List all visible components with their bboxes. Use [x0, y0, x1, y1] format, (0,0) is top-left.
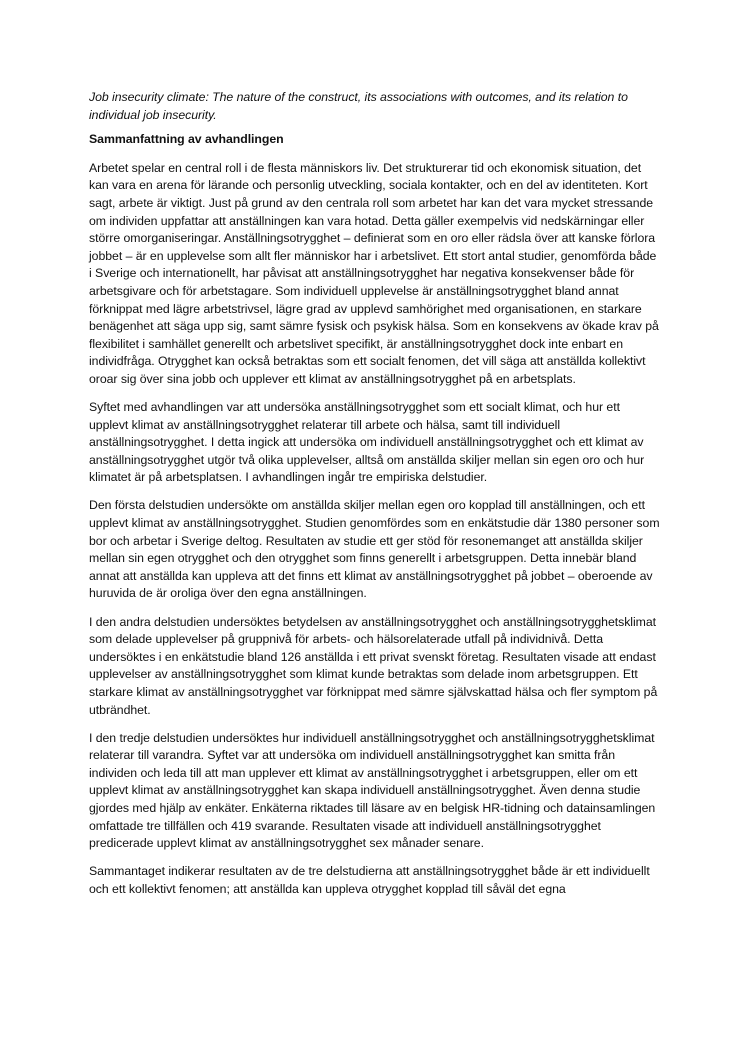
paragraph-study-two: I den andra delstudien undersöktes betydelsen av anställningsotrygghet och anställningsotrygghetsklimat som delade upplevelser på gruppnivå för arbets- och hälsorelaterade utfall på individnivå. Detta undersöktes i en enkätstudie bland 126 anställda i ett privat svenskt företag. Resultaten visade att endast upplevelser av anställningsotrygghet som klimat kunde betraktas som delade inom arbetsgruppen. Ett starkare klimat av anställningsotrygghet var förknippat med sämre självskattad hälsa och fler symptom på utbrändhet.: [89, 614, 658, 717]
paragraph-intro: Arbetet spelar en central roll i de flesta människors liv. Det strukturerar tid och ekonomisk situation, det kan vara en arena för lärande och personlig utveckling, sociala kontakter, och en del av identiteten. Kort sagt, arbete är viktigt. Just på grund av den centrala roll som arbetet har kan det vara mycket stressande om individen uppfattar att anställningen kan vara hotad. Detta gäller exempelvis vid nedskärningar eller större omorganiseringar. Anställningsotrygghet – definierat som en oro eller rädsla över att kanske förlora jobbet – är en upplevelse som allt fler människor har i arbetslivet. Ett stort antal studier, genomförda både i Sverige och internationellt, har påvisat att anställningsotrygghet har negativa konsekvenser både för arbetsgivare och för arbetstagare. Som individuell upplevelse är anställningsotrygghet bland annat förknippat med lägre arbetstrivsel, lägre grad av upplevd samhörighet med organisationen, en starkare benägenhet att säga upp sig, samt sämre fysisk och psykisk hälsa. Som en konsekvens av ökade krav på flexibilitet i samhället generellt och arbetslivet specifikt, är anställningsotrygghet dock inte enbart en individfråga. Otrygghet kan också betraktas som ett socialt fenomen, det vill säga att anställda kollektivt oroar sig över sina jobb och upplever ett klimat av anställningsotrygghet på en arbetsplats.: [89, 160, 659, 386]
paragraph-study-three: I den tredje delstudien undersöktes hur individuell anställningsotrygghet och anställningsotrygghetsklimat relaterar till varandra. Syftet var att undersöka om individuell anställningsotrygghet kan smitta från individen och leda till att man upplever ett klimat av anställningsotrygghet i arbetsgruppen, eller om ett upplevt klimat av anställningsotrygghet kan skapa individuell anställningsotrygghet. Även denna studie gjordes med hjälp av enkäter. Enkäterna riktades till läsare av en belgisk HR-tidning och datainsamlingen omfattade tre tillfällen och 419 svarande. Resultaten visade att individuell anställningsotrygghet predicerade upplevt klimat av anställningsotrygghet sex månader senare.: [89, 730, 656, 851]
paragraph-study-one: Den första delstudien undersökte om anställda skiljer mellan egen oro kopplad till anställningen, och ett upplevt klimat av anställningsotrygghet. Studien genomfördes som en enkätstudie där 1380 personer som bor och arbetar i Sverige deltog. Resultaten av studie ett ger stöd för resonemanget att anställda skiljer mellan sin egen otrygghet och den otrygghet som finns generellt i arbetsgruppen. Detta innebär bland annat att anställda kan uppleva att det finns ett klimat av anställningsotrygghet på jobbet – oberoende av huruvida de är oroliga över den egna anställningen.: [89, 498, 660, 601]
paragraph-summary: Sammantaget indikerar resultaten av de tre delstudierna att anställningsotrygghet både är ett individuellt och ett kollektivt fenomen; att anställda kan uppleva otrygghet kopplad till såväl det egna: [89, 864, 650, 896]
document-body: [89, 89, 661, 909]
paragraph-purpose: Syftet med avhandlingen var att undersöka anställningsotrygghet som ett socialt klimat, och hur ett upplevt klimat av anställningsotrygghet relaterar till arbete och hälsa, samt till individuell anställningsotrygghet. I detta ingick att undersöka om individuell anställningsotrygghet och ett klimat av anställningsotrygghet utgör två olika upplevelser, alltså om anställda skiljer mellan sin egen oro och hur klimatet är på arbetsplatsen. I avhandlingen ingår tre empiriska delstudier.: [89, 400, 645, 485]
document-title: Job insecurity climate: The nature of the construct, its associations with outcomes, and its relation to individual job insecurity.: [89, 90, 628, 122]
section-heading: Sammanfattning av avhandlingen: [89, 132, 284, 147]
